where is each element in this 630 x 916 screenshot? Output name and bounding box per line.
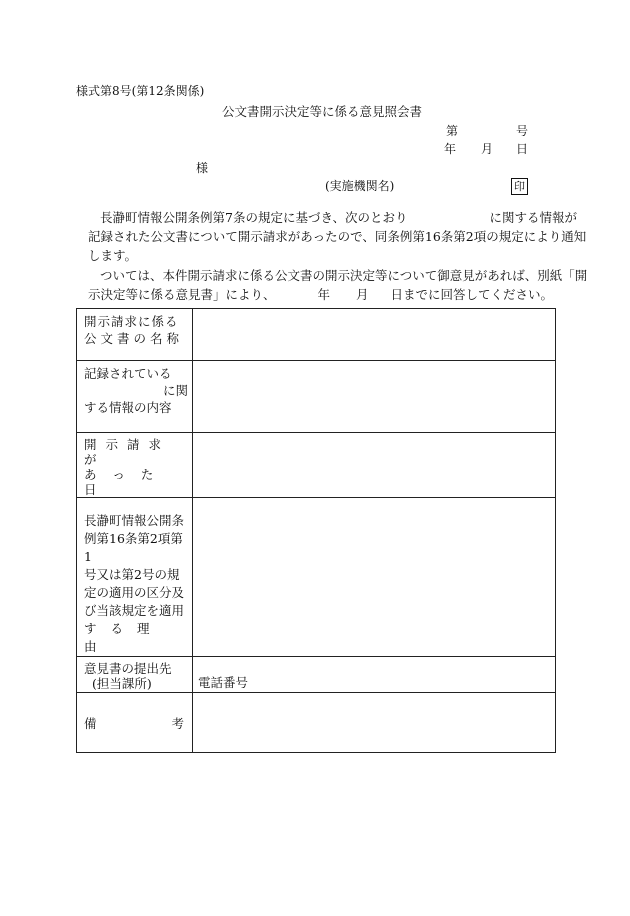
para2-year: 年 (317, 287, 331, 302)
value-submission-destination[interactable] (193, 657, 556, 693)
para1-line1-b: に関する情報が (489, 210, 577, 225)
para1-line3: します。 (88, 248, 138, 263)
para2-line1: ついては、本件開示請求に係る公文書の開示決定等について御意見があれば、別紙「開 (100, 268, 588, 283)
row-remarks (77, 693, 556, 753)
row-request-date (77, 433, 556, 498)
label-applicable-reason: 長瀞町情報公開条 例第16条第2項第1 号又は第2号の規 定の適用の区分及 び当該規定を適用 する理由 (77, 498, 193, 657)
date-month: 月 (481, 142, 494, 156)
label-submission-destination: 意見書の提出先 (担当課所) (77, 657, 193, 693)
value-request-date[interactable] (193, 433, 556, 498)
date-year: 年 (444, 142, 457, 156)
notice-paragraph-2 (88, 266, 588, 304)
form-number: 様式第8号(第12条関係) (76, 84, 205, 98)
para2-line2-a: 示決定等に係る意見書」により、 (88, 287, 276, 302)
agency-name: (実施機関名) (325, 179, 395, 193)
row-applicable-reason (77, 498, 556, 657)
para2-line2-b: 日までに回答してください。 (390, 287, 554, 302)
label-request-date: 開示請求が あった日 (77, 433, 193, 498)
row-info-content (77, 361, 556, 433)
document-title: 公文書開示決定等に係る意見照会書 (222, 104, 423, 119)
para2-month: 月 (356, 287, 369, 302)
addressee-honorific: 様 (196, 161, 209, 175)
value-document-name[interactable] (193, 309, 556, 361)
para1-line2: 記録された公文書について開示請求があったので、同条例第16条第2項の規定により通知 (88, 229, 587, 244)
number-prefix: 第 (446, 124, 459, 138)
label-document-name: 開示請求に係る 公文書の名称 (77, 309, 193, 361)
value-applicable-reason[interactable] (193, 498, 556, 657)
phone-number-label: 電話番号 (198, 675, 249, 690)
date-day: 日 (516, 142, 529, 156)
value-info-content[interactable] (193, 361, 556, 433)
seal-mark: 印 (511, 178, 528, 195)
number-suffix: 号 (516, 124, 529, 138)
row-submission-destination (77, 657, 556, 693)
notice-paragraph-1 (88, 208, 587, 265)
para1-line1-a: 長瀞町情報公開条例第7条の規定に基づき、次のとおり (100, 210, 408, 225)
form-table (76, 308, 556, 753)
row-document-name (77, 309, 556, 361)
value-remarks[interactable] (193, 693, 556, 753)
label-info-content: 記録されている に関 する情報の内容 (77, 361, 193, 433)
label-remarks: 備 考 (77, 693, 193, 753)
